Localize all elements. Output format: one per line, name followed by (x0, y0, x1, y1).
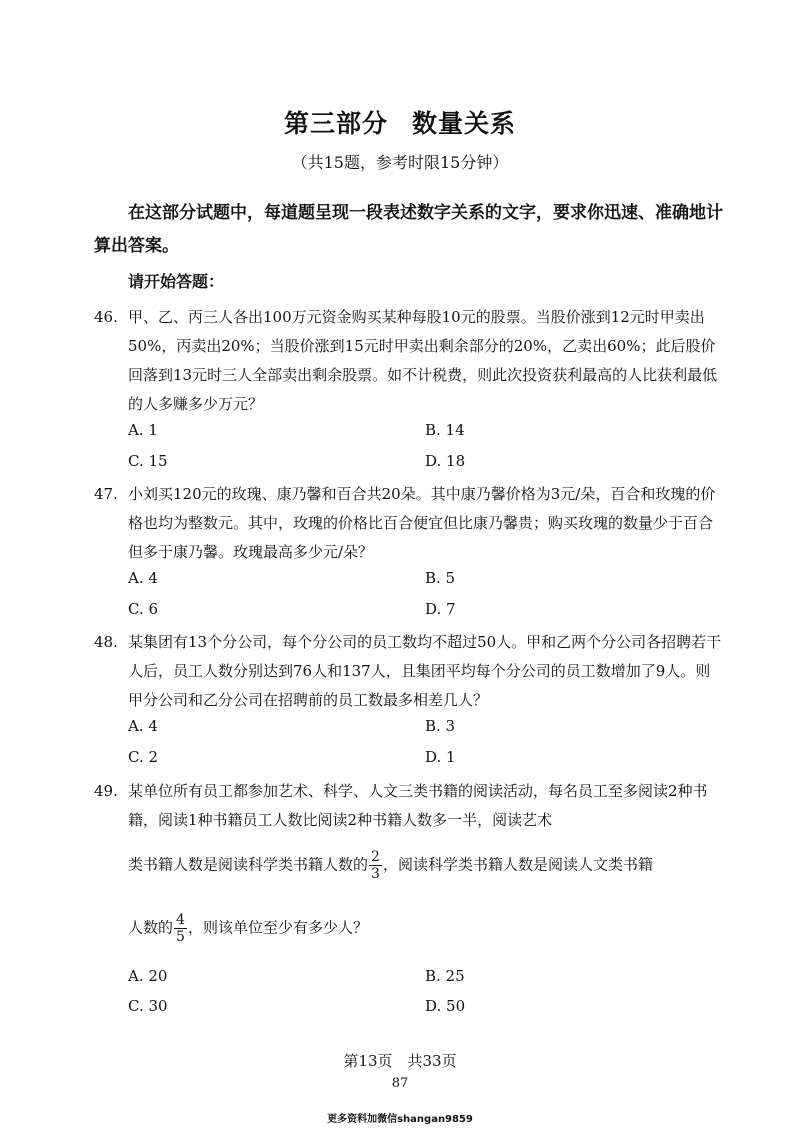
question-text-line2 (94, 849, 724, 882)
start-label: 请开始答题： (128, 272, 225, 291)
option-d: D. 18 (425, 452, 466, 470)
option-grid (128, 717, 724, 777)
question-46 (94, 303, 724, 481)
option-a: A. 1 (128, 421, 158, 439)
part-label: 第三部分 (283, 109, 388, 138)
question-stem (94, 480, 724, 567)
page-number: 87 (391, 1076, 409, 1091)
fraction-numerator: 4 (176, 912, 185, 928)
page-title (0, 104, 800, 140)
option-b: B. 25 (425, 967, 465, 985)
option-d: D. 1 (425, 748, 456, 766)
question-text-part: 类书籍人数是阅读科学类书籍人数的 (128, 855, 369, 874)
fraction-denominator: 5 (176, 929, 185, 945)
question-text-line3 (94, 912, 724, 945)
option-b: B. 14 (425, 421, 465, 439)
fraction-four-fifths (174, 912, 187, 945)
question-text: 甲、乙、丙三人各出100万元资金购买某种每股10元的股票。当股价涨到12元时甲卖出50%，丙卖出20%；当股价涨到15元时甲卖出剩余部分的20%，乙卖出60%；此后股价回落到13元时三人全部卖出剩余股票。如不计税费，则此次投资获利最高的人比获利最低的人多赚多少万元？ (128, 308, 718, 413)
question-number: 46. (94, 308, 118, 326)
option-a: A. 20 (128, 967, 168, 985)
option-b: B. 3 (425, 717, 456, 735)
option-a: A. 4 (128, 569, 158, 587)
question-number: 48. (94, 633, 118, 651)
question-text: 某集团有13个分公司，每个分公司的员工数均不超过50人。甲和乙两个分公司各招聘若干人后，员工人数分别达到76人和137人，且集团平均每个分公司的员工数增加了9人。则甲分公司和乙分公司在招聘前的员工数最多相差几人？ (128, 633, 722, 709)
question-text-part: ，则该单位至少有多少人？ (187, 918, 368, 937)
question-stem (94, 628, 724, 715)
option-b: B. 5 (425, 569, 456, 587)
option-c: C. 6 (128, 600, 159, 618)
question-number: 47. (94, 485, 118, 503)
question-stem (94, 777, 724, 835)
page-indicator: 第13页 共33页 (343, 1052, 457, 1070)
option-c: C. 30 (128, 997, 168, 1015)
question-text-part: 人数的 (128, 918, 174, 937)
question-text: 小刘买120元的玫瑰、康乃馨和百合共20朵。其中康乃馨价格为3元/朵，百合和玫瑰的价格也均为整数元。其中，玫瑰的价格比百合便宜但比康乃馨贵；购买玫瑰的数量少于百合但多于康乃馨。玫瑰最高多少元/朵？ (128, 485, 716, 561)
section-intro: 在这部分试题中，每道题呈现一段表述数字关系的文字，要求你迅速、准确地计算出答案。 (94, 203, 723, 256)
question-text-part: ，阅读科学类书籍人数是阅读人文类书籍 (382, 855, 653, 874)
fraction-numerator: 2 (371, 849, 380, 865)
option-d: D. 50 (425, 997, 466, 1015)
fraction-two-thirds (369, 849, 382, 882)
option-c: C. 2 (128, 748, 159, 766)
fraction-denominator: 3 (371, 866, 380, 882)
question-text-line1: 某单位所有员工都参加艺术、科学、人文三类书籍的阅读活动，每名员工至多阅读2种书籍，阅读1种书籍员工人数比阅读2种书籍人数多一半，阅读艺术 (128, 782, 708, 829)
question-48 (94, 628, 724, 777)
option-grid (128, 569, 724, 629)
question-47 (94, 480, 724, 629)
option-a: A. 4 (128, 717, 158, 735)
footer-note: 更多资料加微信shangan9859 (327, 1114, 473, 1125)
question-number: 49. (94, 782, 118, 800)
option-grid (128, 421, 724, 481)
question-stem (94, 303, 724, 419)
option-d: D. 7 (425, 600, 456, 618)
option-grid (128, 967, 724, 1027)
section-label: 数量关系 (412, 109, 517, 138)
page-subtitle: （共15题，参考时限15分钟） (291, 153, 509, 172)
option-c: C. 15 (128, 452, 168, 470)
question-49 (94, 777, 724, 1027)
